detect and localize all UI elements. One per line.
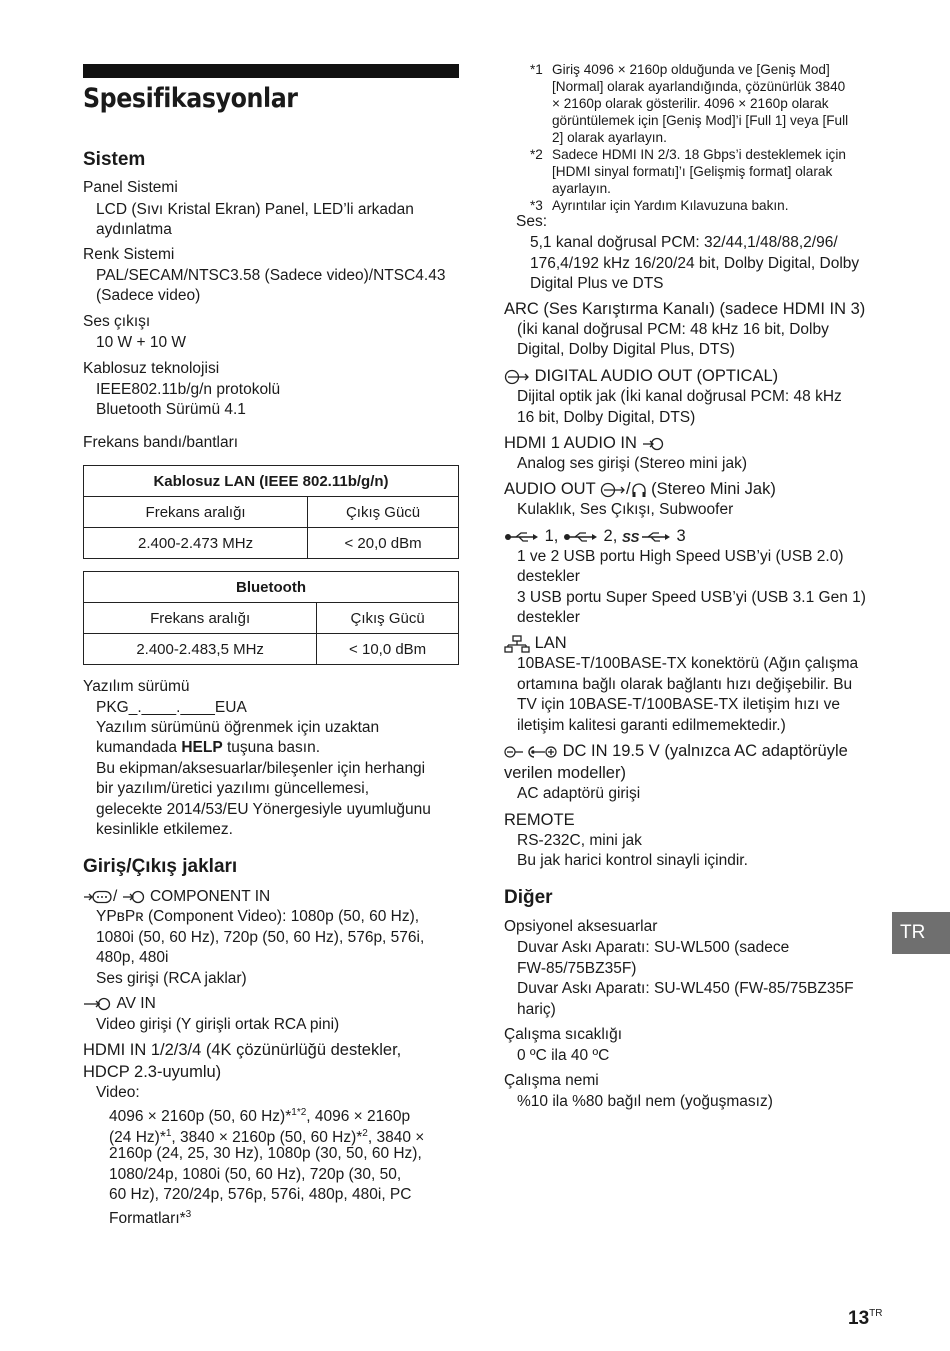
yazilim-text: gelecekte 2014/53/EU Yönergesiyle uyumluğunu xyxy=(96,801,431,818)
lan-text: ortamına bağlı olarak bağlantı hızı değişebilir. Bu xyxy=(517,676,853,693)
video-text: 60 Hz), 720/24p, 576p, 576i, 480p, 480i, PC xyxy=(109,1186,412,1203)
section-diger: Diğer xyxy=(504,887,553,908)
digital-text: Dijital optik jak (İki kanal doğrusal PCM: 48 kHz xyxy=(517,388,842,405)
digital-audio-out-row: DIGITAL AUDIO OUT (OPTICAL) xyxy=(504,366,778,387)
usb-icon xyxy=(504,530,540,544)
ses-text: 176,4/192 kHz 16/20/24 bit, Dolby Digital, Dolby xyxy=(530,255,860,272)
ops-label: Opsiyonel aksesuarlar xyxy=(504,918,658,935)
input-icon xyxy=(642,437,664,451)
video-text: 1080/24p, 1080i (50, 60 Hz), 720p (30, 50, xyxy=(109,1166,402,1183)
lan-text: 10BASE-T/100BASE-TX konektörü (Ağın çalışma xyxy=(517,655,859,672)
hdmi-in-label: HDMI IN 1/2/3/4 (4K çözünürlüğü destekler, xyxy=(83,1041,402,1059)
yazilim-text: kumandada HELP tuşuna basın. xyxy=(96,739,321,756)
calisma-text: 0 ºC ila 40 ºC xyxy=(517,1047,610,1064)
bt-col1: Frekans aralığı xyxy=(84,603,317,634)
arc-label: ARC (Ses Karıştırma Kanalı) (sadece HDMI IN 3) xyxy=(504,300,866,318)
input-icon xyxy=(83,997,113,1011)
renk-label: Renk Sistemi xyxy=(83,246,175,263)
wlan-col2: Çıkış Gücü xyxy=(308,497,459,528)
ses-value: 10 W + 10 W xyxy=(96,334,187,351)
video-text: (24 Hz)*$^1$, 3840 × 2160p (50, 60 Hz)*$^2$, 3840 × xyxy=(109,1128,425,1146)
hdmi-audio-text: Analog ses girişi (Stereo mini jak) xyxy=(517,455,748,472)
footnote-3: *3 Ayrıntılar için Yardım Kılavuzuna bakın. xyxy=(530,198,789,213)
lan-text: TV için 10BASE-T/100BASE-TX iletişim hızı ve xyxy=(517,696,841,713)
frekans-label: Frekans bandı/bantları xyxy=(83,434,239,451)
panel-value-2: aydınlatma xyxy=(96,221,172,238)
dc-text: AC adaptörü girişi xyxy=(517,785,641,802)
audio-out-text: Kulaklık, Ses Çıkışı, Subwoofer xyxy=(517,501,734,518)
input-icon xyxy=(122,890,146,904)
component-text: 1080i (50, 60 Hz), 720p (50, 60 Hz), 576p, 576i, xyxy=(96,929,425,946)
remote-text: RS-232C, mini jak xyxy=(517,832,642,849)
digital-text: 16 bit, Dolby Digital, DTS) xyxy=(517,409,696,426)
footnote-1: *1 Giriş 4096 × 2160p olduğunda ve [Geniş Mod] [Normal] olarak ayarlandığında, çözünürlük 3840 × 2160p olarak gösterilir. 4096 × 2160p olarak görüntülemek için [Geniş Mod]’i [Full 1] veya [Full 2] olarak ayarlayın. xyxy=(530,62,849,145)
section-giris: Giriş/Çıkış jakları xyxy=(83,856,238,877)
ses-text: 5,1 kanal doğrusal PCM: 32/44,1/48/88,2/96/ xyxy=(530,234,838,251)
bt-v2: < 10,0 dBm xyxy=(317,634,459,665)
output-icon xyxy=(600,482,626,498)
wlan-v1: 2.400-2.473 MHz xyxy=(84,528,308,559)
nem-label: Çalışma nemi xyxy=(504,1072,599,1089)
usb-text: 1 ve 2 USB portu High Speed USB’yi (USB 2.0) xyxy=(517,548,844,565)
kablosuz-value-2: Bluetooth Sürümü 4.1 xyxy=(96,401,246,418)
ses-text: Digital Plus ve DTS xyxy=(530,275,664,292)
ops-text: FW-85/75BZ35F) xyxy=(517,960,637,977)
usb-text: destekler xyxy=(517,568,580,585)
video-text: 4096 × 2160p (50, 60 Hz)*$^{1*2}$, 4096 × 2160p xyxy=(109,1107,411,1125)
ops-text: Duvar Askı Aparatı: SU-WL450 (FW-85/75BZ35F xyxy=(517,980,854,997)
page-number: $13^{TR}$ xyxy=(848,1308,883,1329)
calisma-label: Çalışma sıcaklığı xyxy=(504,1026,623,1043)
renk-value: PAL/SECAM/NTSC3.58 (Sadece video)/NTSC4.43 xyxy=(96,267,446,284)
lan-icon xyxy=(504,635,530,653)
yazilim-text: kesinlikle etkilemez. xyxy=(96,821,233,838)
bt-v1: 2.400-2.483,5 MHz xyxy=(84,634,317,665)
component-text: Ses girişi (RCA jaklar) xyxy=(96,970,247,987)
component-icon xyxy=(83,890,113,904)
kablosuz-value: IEEE802.11b/g/n protokolü xyxy=(96,381,281,398)
yazilim-text: Yazılım sürümünü öğrenmek için uzaktan xyxy=(96,719,380,736)
wlan-col1: Frekans aralığı xyxy=(84,497,308,528)
panel-label: Panel Sistemi xyxy=(83,179,178,196)
ses-label: Ses çıkışı xyxy=(83,313,151,330)
video-text: Formatları*$^3$ xyxy=(109,1209,192,1227)
usb-text: 3 USB portu Super Speed USB’yi (USB 3.1 Gen 1) xyxy=(517,589,866,606)
dc-in-label-2: verilen modeller) xyxy=(504,764,626,782)
title-rule xyxy=(83,64,459,78)
yazilim-pkg: PKG_.____.____EUA xyxy=(96,699,247,716)
headphones-icon xyxy=(631,482,647,498)
lan-row: LAN xyxy=(504,633,567,654)
yazilim-label: Yazılım sürümü xyxy=(83,678,190,695)
lan-text: iletişim kalitesi garanti edilmemektedir.) xyxy=(517,717,786,734)
kablosuz-label: Kablosuz teknolojisi xyxy=(83,360,220,377)
usb-text: destekler xyxy=(517,609,580,626)
bt-table-title: Bluetooth xyxy=(84,572,459,603)
ops-text: Duvar Askı Aparatı: SU-WL500 (sadece xyxy=(517,939,790,956)
remote-text: Bu jak harici kontrol sinayli içindir. xyxy=(517,852,748,869)
dc-polarity-icon xyxy=(504,745,558,759)
hdmi-audio-in-row: HDMI 1 AUDIO IN xyxy=(504,433,664,454)
usb-superspeed-icon xyxy=(622,529,672,545)
hdmi-in-label-2: HDCP 2.3-uyumlu) xyxy=(83,1063,222,1081)
arc-text: (İki kanal doğrusal PCM: 48 kHz 16 bit, Dolby xyxy=(517,321,829,338)
video-text: 2160p (24, 25, 30 Hz), 1080p (30, 50, 60 Hz), xyxy=(109,1145,422,1162)
video-label: Video: xyxy=(96,1084,140,1101)
yazilim-text: bir yazılım/üretici yazılımı güncellemesi, xyxy=(96,780,370,797)
usb-row: 1, 2, SS 3 xyxy=(504,526,686,547)
footnote-2: *2 Sadece HDMI IN 2/3. 18 Gbps’i desteklemek için [HDMI sinyal formatı]’ı [Gelişmiş format] olarak ayarlayın. xyxy=(530,147,846,196)
remote-label: REMOTE xyxy=(504,811,575,829)
page-title: Spesifikasyonlar xyxy=(83,83,298,114)
av-text: Video girişi (Y girişli ortak RCA pini) xyxy=(96,1016,340,1033)
yazilim-text: Bu ekipman/aksesuarlar/bileşenler için herhangi xyxy=(96,760,426,777)
component-in-row: / COMPONENT IN xyxy=(83,887,270,908)
wlan-table xyxy=(83,465,459,559)
renk-value-2: (Sadece video) xyxy=(96,287,201,304)
bt-col2: Çıkış Gücü xyxy=(317,603,459,634)
av-in-row: AV IN xyxy=(83,994,156,1015)
nem-text: %10 ila %80 bağıl nem (yoğuşmasız) xyxy=(517,1093,773,1110)
language-tab: TR xyxy=(892,912,950,954)
component-text: YPʙPʀ (Component Video): 1080p (50, 60 Hz), xyxy=(96,908,420,925)
ses-label: Ses: xyxy=(516,213,548,230)
dc-in-row: DC IN 19.5 V (yalnızca AC adaptörüyle xyxy=(504,741,848,762)
section-sistem: Sistem xyxy=(83,149,146,170)
svg-text:SS: SS xyxy=(621,529,640,545)
wlan-v2: < 20,0 dBm xyxy=(308,528,459,559)
usb-icon xyxy=(563,530,599,544)
ops-text: hariç) xyxy=(517,1001,556,1018)
panel-value: LCD (Sıvı Kristal Ekran) Panel, LED’li arkadan xyxy=(96,201,414,218)
bt-table xyxy=(83,571,459,665)
wlan-table-title: Kablosuz LAN (IEEE 802.11b/g/n) xyxy=(84,466,459,497)
output-icon xyxy=(504,369,530,385)
audio-out-row: AUDIO OUT / (Stereo Mini Jak) xyxy=(504,480,776,498)
arc-text: Digital, Dolby Digital Plus, DTS) xyxy=(517,341,735,358)
component-text: 480p, 480i xyxy=(96,949,169,966)
